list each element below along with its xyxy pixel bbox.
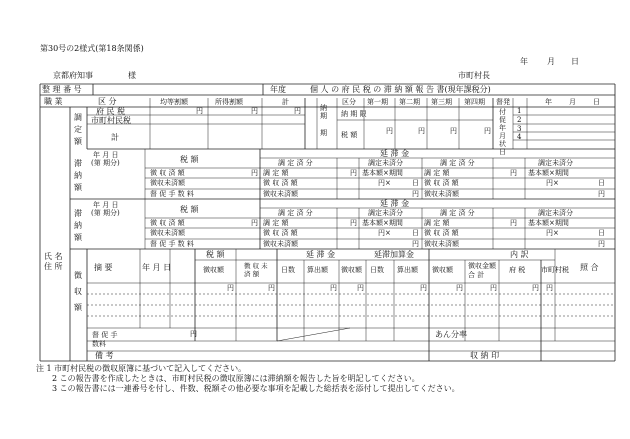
chotei-mizumi-b-2: 調定未済分: [538, 209, 573, 217]
chosyu-zumi-b-1: 徴 収 済 額: [424, 179, 459, 187]
report-title: 個 人 の 府 民 税 の 滞 納 額 報 告 書(現年課税分): [310, 85, 491, 94]
entai-header: 延 滞 金: [306, 250, 336, 259]
kubun-header: 区 分: [98, 97, 117, 106]
num-2: 2: [517, 116, 522, 124]
chotei-zumi-a-1: 調 定 済 分: [278, 159, 313, 167]
ki1-header: 第一期: [367, 98, 388, 106]
yen-tainou-1: 円: [251, 169, 258, 177]
hi-a-1: 日: [412, 179, 419, 187]
yen-a2-2: 円: [412, 240, 419, 248]
en-x-b-1: 円×: [546, 179, 559, 187]
tokusoku-label-bottom: 督 促 手数料: [92, 331, 118, 348]
chosyu-zumi-2: 徴 収 済 額: [150, 219, 185, 227]
yen-shi: 円: [546, 284, 553, 292]
nendo-label: 年度: [270, 85, 286, 94]
yen-b-2: 円: [510, 219, 517, 227]
entai-kasan-header: 延滞加算金: [374, 250, 414, 259]
yen-mizumi: 円: [268, 284, 275, 292]
chosyu-header-b: 徴収額: [432, 266, 453, 274]
chosyu-mizumi-1: 徴収未済額: [150, 179, 185, 187]
tainou-ki-1: (第 期分): [91, 159, 120, 167]
chotei-mizumi-b-1: 調定未済分: [538, 159, 573, 167]
yen-a2-1: 円: [412, 190, 419, 198]
anbun-label: あん分率: [435, 330, 467, 339]
ki3-header: 第三期: [431, 98, 452, 106]
chotei-mizumi-a-1: 調定未済分: [368, 159, 403, 167]
chosyu-zumi-a-2: 徴 収 済 額: [263, 229, 298, 237]
yen-tainou-2: 円: [251, 219, 258, 227]
en-x-a-2: 円×: [378, 229, 391, 237]
yen-sanshutsu-a: 円: [330, 284, 337, 292]
yen-b2-1: 円: [598, 190, 605, 198]
chosyu-zumi-1: 徴 収 済 額: [150, 169, 185, 177]
nouki-gen-label: 納 期 限: [341, 110, 367, 118]
entai-header-1: 延 滞 金: [380, 149, 410, 158]
tekiyo-header: 摘 要: [94, 263, 113, 272]
nengappi-header: 年 月 日: [142, 263, 172, 272]
ki2-header: 第二期: [399, 98, 420, 106]
chosyu-mizumi-b-1: 徴収未済額: [424, 190, 459, 198]
hi-b-2: 日: [598, 229, 605, 237]
date-month: 月: [547, 57, 555, 66]
yen-ki2: 円: [418, 127, 425, 135]
note-2: 2 この報告書を作成したときは、市町村民税の徴収原簿には滞納額を報告した旨を明記してください。: [52, 374, 420, 383]
num-4: 4: [517, 133, 522, 141]
chosyu-goukei-header: 徴収金額合 計: [468, 262, 496, 279]
shimei-label: 氏 名: [44, 252, 63, 261]
uchiwake-header: 内 訳: [510, 250, 529, 259]
yen-chosyu-b: 円: [456, 284, 463, 292]
nouki-label: 納期: [320, 104, 327, 120]
yen-ki1: 円: [386, 127, 393, 135]
chotei-side-label: 調定額: [74, 113, 82, 146]
yen-ki4: 円: [484, 127, 491, 135]
chosyu-mizumi-b-2: 徴収未済額: [424, 240, 459, 248]
yen-b-1: 円: [510, 169, 517, 177]
shichoson-row: 市町村民税: [91, 116, 131, 125]
shuno-in-label: 収 納 印: [470, 351, 500, 360]
hi-header: 日: [593, 98, 600, 106]
chosyu-mizumi-a-2: 徴収未済額: [263, 240, 298, 248]
sanshutsu-header-a: 算出額: [307, 266, 328, 274]
note-3: 3 この報告書には一連番号を付し、件数、税額その他必要な事項を記載した総括表を添付して提出してください。: [52, 384, 460, 393]
chotei-gaku-a-2: 調 定 額: [263, 219, 289, 227]
tainou-zeigaku-2: 税 額: [180, 205, 199, 214]
yen-kei: 円: [294, 107, 301, 115]
chosyu-mizumi-a-1: 徴収未済額: [263, 190, 298, 198]
entai-header-2: 延 滞 金: [380, 199, 410, 208]
chotei-mizumi-a-2: 調定未済分: [368, 209, 403, 217]
hi-b-1: 日: [598, 179, 605, 187]
yen-zeigaku: 円: [227, 284, 234, 292]
shokugyo-label: 職 業: [44, 97, 63, 106]
yen-tokusoku: 円: [190, 330, 197, 338]
kihon-a-2: 基本額×期間: [362, 219, 403, 227]
chotei-zumi-a-2: 調 定 済 分: [278, 209, 313, 217]
fuminzei-row: 府 民 税: [96, 107, 126, 116]
shuppatsu-header: 督発: [496, 98, 510, 106]
chotei-gaku-b-2: 調 定 額: [424, 219, 450, 227]
en-x-b-2: 円×: [546, 229, 559, 237]
sanshutsu-header-b: 算出額: [397, 266, 418, 274]
shichoson-header: 市町村税: [541, 266, 569, 274]
en-x-a-1: 円×: [378, 179, 391, 187]
yen-ki3: 円: [450, 127, 457, 135]
tsuki-header: 月: [569, 98, 576, 106]
addressee: 京都府知事: [53, 71, 93, 80]
num-3: 3: [517, 125, 522, 133]
nissuu-header-a: 日数: [281, 266, 295, 274]
yen-a-2: 円: [350, 219, 357, 227]
chotei-kei-row: 計: [111, 133, 119, 142]
hi-a-2: 日: [412, 229, 419, 237]
kihon-b-1: 基本額×期間: [528, 169, 569, 177]
chosyu-header: 徴収額: [203, 266, 224, 274]
yen-fu: 円: [532, 284, 539, 292]
note-1: 注 1 市町村民税の徴収原簿に基づいて記入してください。: [36, 364, 247, 373]
yen-sanshutsu-b: 円: [420, 284, 427, 292]
tainou-side-label-1: 滞納額: [74, 159, 82, 192]
chosyu-gaku-side: 徴 収 額: [74, 271, 82, 312]
tainou-date-1: 年 月 日: [93, 151, 119, 159]
shotoku-header: 所得割額: [215, 98, 243, 106]
chosyu-header-a: 徴収額: [341, 266, 362, 274]
chotei-zumi-b-1: 調 定 済 分: [440, 159, 475, 167]
tainou-zeigaku-1: 税 額: [180, 155, 199, 164]
ki4-header: 第四期: [464, 98, 485, 106]
fuminzei-header: 府 税: [509, 266, 526, 274]
chosyu-mizumi-2: 徴収未済額: [150, 229, 185, 237]
chosyu-zumi-a-1: 徴 収 済 額: [263, 179, 298, 187]
kihon-a-1: 基本額×期間: [362, 169, 403, 177]
yen-chosyu-a: 円: [357, 284, 364, 292]
mayor-label: 市町村長: [458, 71, 490, 80]
tokusoku-fee-1: 督 促 手 数 料: [150, 190, 194, 198]
chotei-gaku-b-1: 調 定 額: [424, 169, 450, 177]
kihon-b-2: 基本額×期間: [528, 219, 569, 227]
chosyu-mizumi-header: 徴 収 未 済 額: [244, 262, 268, 278]
date-year: 年: [520, 57, 528, 66]
yen-goukei: 円: [490, 284, 497, 292]
biko-label: 備 考: [95, 351, 114, 360]
kei-header: 計: [282, 98, 289, 106]
jusho-label: 住 所: [44, 262, 63, 271]
tokusoku-fee-2: 督 促 手 数 料: [150, 240, 194, 248]
chotei-gaku-a-1: 調 定 額: [263, 169, 289, 177]
zeigaku-label: 税 額: [341, 131, 358, 139]
date-day: 日: [571, 57, 579, 66]
kintou-header: 均等割額: [160, 98, 188, 106]
yen-b2-2: 円: [598, 240, 605, 248]
chosyu-zumi-b-2: 徴 収 済 額: [424, 229, 459, 237]
tainou-date-2: 年 月 日: [93, 201, 119, 209]
nen-header: 年: [545, 98, 552, 106]
yen-a-1: 円: [350, 169, 357, 177]
shougou-header: 照 合: [580, 263, 599, 272]
form-number: 第30号の2様式(第18条関係): [40, 44, 144, 53]
seiri-bango-label: 整 理 番 号: [42, 85, 82, 94]
kubun2-header: 区分: [342, 98, 356, 106]
zeigaku-header: 税 額: [206, 250, 225, 259]
num-1: 1: [517, 107, 522, 115]
yen-kintou: 円: [196, 107, 203, 115]
tainou-side-label-2: 滞納額: [74, 209, 82, 242]
addressee-sama: 様: [128, 71, 136, 80]
kibetsu-label: 期: [320, 129, 327, 137]
chotei-zumi-b-2: 調 定 済 分: [440, 209, 475, 217]
tokusoku-label: 付 促 年 月 状 日: [499, 108, 506, 156]
tainou-ki-2: (第 期分): [91, 209, 120, 217]
yen-shotoku: 円: [251, 107, 258, 115]
nissuu-header-b: 日数: [370, 266, 384, 274]
